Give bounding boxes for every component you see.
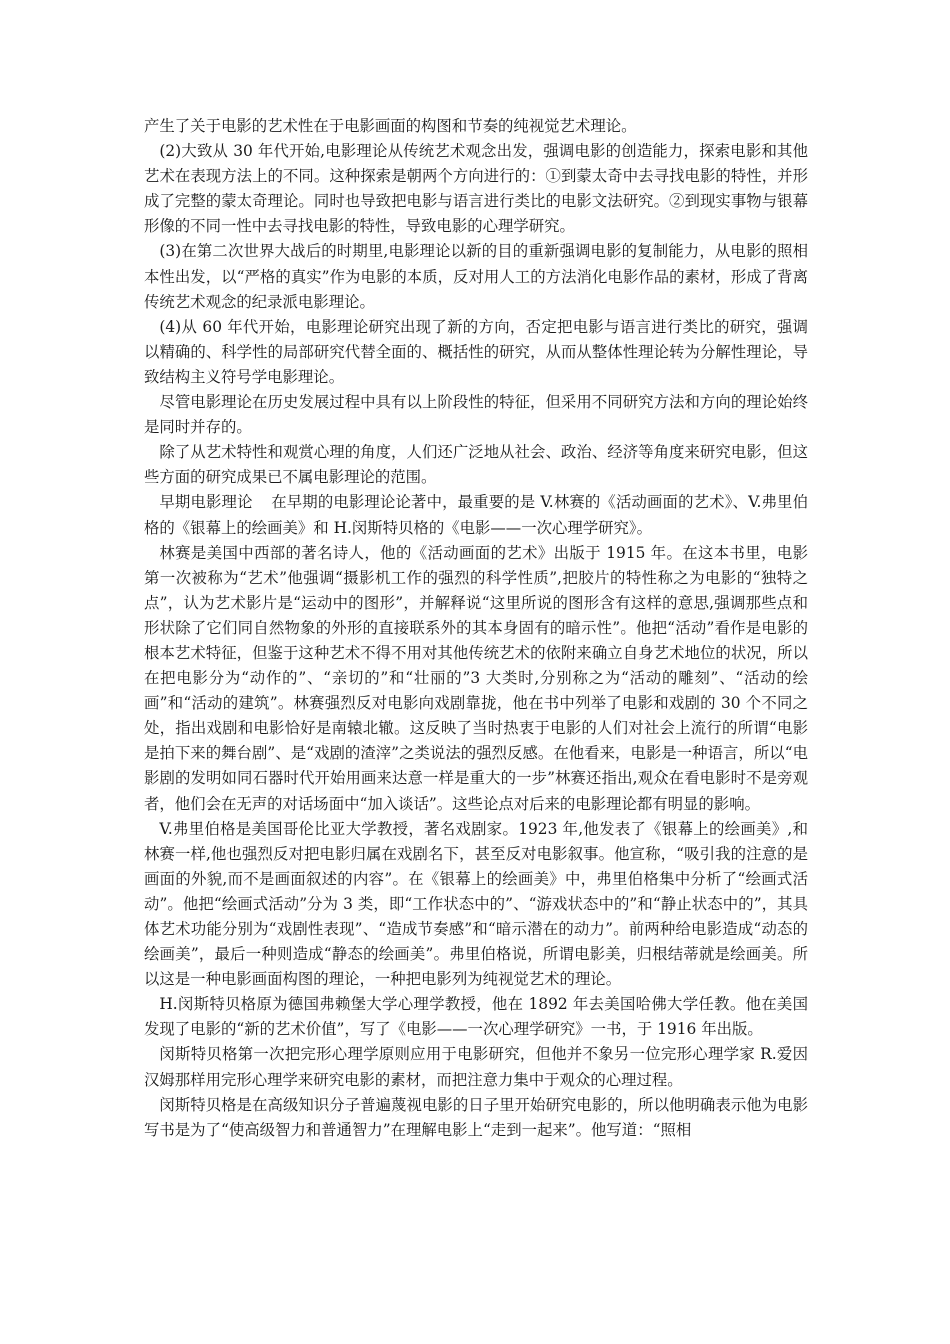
document-body (144, 114, 808, 1143)
paragraph-7 (144, 490, 808, 540)
paragraph-6: 除了从艺术特性和观赏心理的角度，人们还广泛地从社会、政治、经济等角度来研究电影，但这些方面的研究成果已不属电影理论的范围。 (144, 443, 808, 487)
paragraph-5: 尽管电影理论在历史发展过程中具有以上阶段性的特征，但采用不同研究方法和方向的理论始终是同时并存的。 (144, 393, 808, 437)
paragraph-11: 闵斯特贝格第一次把完形心理学原则应用于电影研究，但他并不象另一位完形心理学家 R.爱因汉姆那样用完形心理学来研究电影的素材，而把注意力集中于观众的心理过程。 (144, 1045, 808, 1089)
paragraph-10: H.闵斯特贝格原为德国弗赖堡大学心理学教授，他在 1892 年去美国哈佛大学任教。他在美国发现了电影的“新的艺术价值”，写了《电影——一次心理学研究》一书，于 1916 年出版。 (144, 995, 808, 1039)
paragraph-2: (2)大致从 30 年代开始,电影理论从传统艺术观念出发，强调电影的创造能力，探索电影和其他艺术在表现方法上的不同。这种探索是朝两个方向进行的：①到蒙太奇中去寻找电影的特性，并形成了完整的蒙太奇理论。同时也导致把电影与语言进行类比的电影文法研究。②到现实事物与银幕形像的不同一性中去寻找电影的特性，导致电影的心理学研究。 (144, 142, 808, 236)
paragraph-8: 林赛是美国中西部的著名诗人，他的《活动画面的艺术》出版于 1915 年。在这本书里，电影第一次被称为“艺术”他强调“摄影机工作的强烈的科学性质”,把胶片的特性称之为电影的“独特之点”，认为艺术影片是“运动中的图形”，并解释说“这里所说的图形含有这样的意思,强调那些点和形状除了它们同自然物象的外形的直接联系外的其本身固有的暗示性”。他把“活动”看作是电影的根本艺术特征，但鉴于这种艺术不得不用对其他传统艺术的依附来确立自身艺术地位的状况，所以在把电影分为“动作的”、“亲切的”和“壮丽的”3 大类时,分别称之为“活动的雕刻”、“活动的绘画”和“活动的建筑”。林赛强烈反对电影向戏剧靠拢，他在书中列举了电影和戏剧的 30 个不同之处，指出戏剧和电影恰好是南辕北辙。这反映了当时热衷于电影的人们对社会上流行的所谓“电影是拍下来的舞台剧”、是“戏剧的渣滓”之类说法的强烈反感。在他看来，电影是一种语言，所以“电影剧的发明如同石器时代开始用画来达意一样是重大的一步”林赛还指出,观众在看电影时不是旁观者，他们会在无声的对话场面中“加入谈话”。这些论点对后来的电影理论都有明显的影响。 (144, 543, 808, 813)
paragraph-9: V.弗里伯格是美国哥伦比亚大学教授，著名戏剧家。1923 年,他发表了《银幕上的绘画美》,和林赛一样,他也强烈反对把电影归属在戏剧名下，甚至反对电影叙事。他宣称，“吸引我的注意的是画面的外貌,而不是画面叙述的内容”。在《银幕上的绘画美》中，弗里伯格集中分析了“绘画式活动”。他把“绘画式活动”分为 3 类，即“工作状态中的”、“游戏状态中的”和“静止状态中的”，其具体艺术功能分别为“戏剧性表现”、“造成节奏感”和“暗示潜在的动力”。前两种给电影造成“动态的绘画美”，最后一种则造成“静态的绘画美”。弗里伯格说，所谓电影美，归根结蒂就是绘画美。所以这是一种电影画面构图的理论，一种把电影列为纯视觉艺术的理论。 (144, 819, 808, 989)
paragraph-4: (4)从 60 年代开始，电影理论研究出现了新的方向，否定把电影与语言进行类比的研究，强调以精确的、科学性的局部研究代替全面的、概括性的研究，从而从整体性理论转为分解性理论，导致结构主义符号学电影理论。 (144, 317, 808, 386)
paragraph-3: (3)在第二次世界大战后的时期里,电影理论以新的目的重新强调电影的复制能力，从电影的照相本性出发，以“严格的真实”作为电影的本质，反对用人工的方法消化电影作品的素材，形成了背离传统艺术观念的纪录派电影理论。 (144, 242, 808, 311)
section-heading-early-film-theory: 早期电影理论 (159, 493, 253, 512)
paragraph-1: 产生了关于电影的艺术性在于电影画面的构图和节奏的纯视觉艺术理论。 (144, 117, 637, 135)
paragraph-12: 闵斯特贝格是在高级知识分子普遍蔑视电影的日子里开始研究电影的，所以他明确表示他为电影写书是为了“使高级智力和普通智力”在理解电影上“走到一起来”。他写道：“照相 (144, 1095, 808, 1139)
paragraph-7-text: 在早期的电影理论论著中，最重要的是 V.林赛的《活动画面的艺术》、V.弗里伯格的《银幕上的绘画美》和 H.闵斯特贝格的《电影——一次心理学研究》。 (144, 493, 808, 537)
